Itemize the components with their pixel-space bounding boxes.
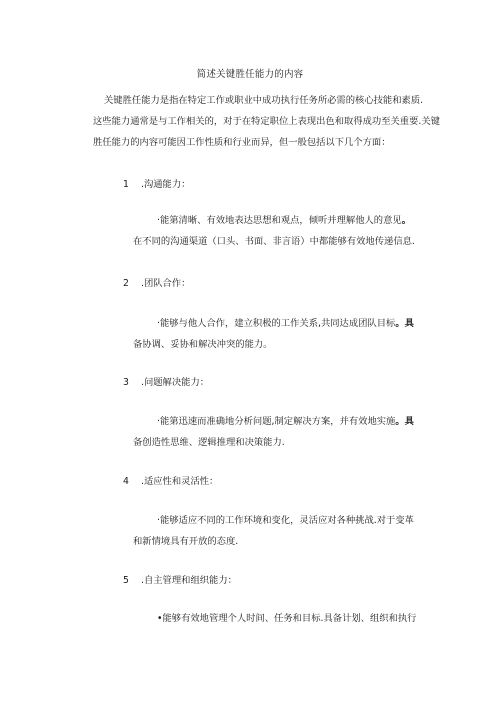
section-number: 3 <box>123 377 129 388</box>
section-heading-2 <box>123 275 190 289</box>
section-heading-text: .自主管理和组织能力： <box>141 575 237 586</box>
section-line-1: ·能够适应不同的工作环境和变化，灵活应对各种挑战.对于变革 <box>157 515 414 526</box>
section-body-3 <box>133 411 414 453</box>
intro-line-3: 胜任能力的内容可能因工作性质和行业而异，但一般包括以下几个方面： <box>93 137 391 148</box>
section-heading-text: .适应性和灵活性： <box>141 476 219 487</box>
section-number: 2 <box>123 278 129 289</box>
section-body-2 <box>133 313 414 355</box>
section-line-1: ·能第迅速而准确地分析问题,制定解决方案，并有效地实施。具 <box>157 416 414 427</box>
section-heading-5 <box>123 572 237 586</box>
section-body-4 <box>133 510 414 552</box>
section-heading-text: .沟通能力： <box>141 179 191 190</box>
page-title: 简述关键胜任能力的内容 <box>196 69 304 80</box>
section-body-1 <box>133 210 415 252</box>
section-number: 4 <box>123 476 129 487</box>
section-line-1: ·能第清晰、有效地表达思想和观点，倾听并理解他人的意见。 <box>157 215 411 226</box>
section-heading-3 <box>123 374 209 388</box>
section-line-2: 备创造性思维、逻辑推理和决策能力. <box>133 437 285 448</box>
section-heading-text: .问题解决能力： <box>141 377 210 388</box>
section-heading-text: .团队合作： <box>141 278 191 289</box>
section-heading-1 <box>123 176 190 190</box>
section-number: 5 <box>123 575 129 586</box>
section-line-2: 在不同的沟通渠道（口头、书面、非言语）中都能够有效地传递信息. <box>133 236 415 247</box>
section-line-2: 备协调、妥协和解决冲突的能力。 <box>133 339 273 350</box>
section-body-5 <box>133 608 416 629</box>
section-line-1: •能够有效地管理个人时间、任务和目标.具备计划、组织和执行 <box>157 613 417 624</box>
section-line-2: 和新情境具有开放的态度. <box>133 536 239 547</box>
intro-paragraph <box>93 90 440 153</box>
intro-line-2: 这些能力通常是与工作相关的，对于在特定职位上表现出色和取得成功至关重要.关键 <box>93 116 440 127</box>
section-line-1: ·能够与他人合作，建立积极的工作关系,共同达成团队目标。具 <box>157 318 414 329</box>
intro-line-1: 关键胜任能力是指在特定工作或职业中成功执行任务所必需的核心技能和素质. <box>104 95 424 106</box>
section-heading-4 <box>123 473 218 487</box>
section-number: 1 <box>123 179 129 190</box>
